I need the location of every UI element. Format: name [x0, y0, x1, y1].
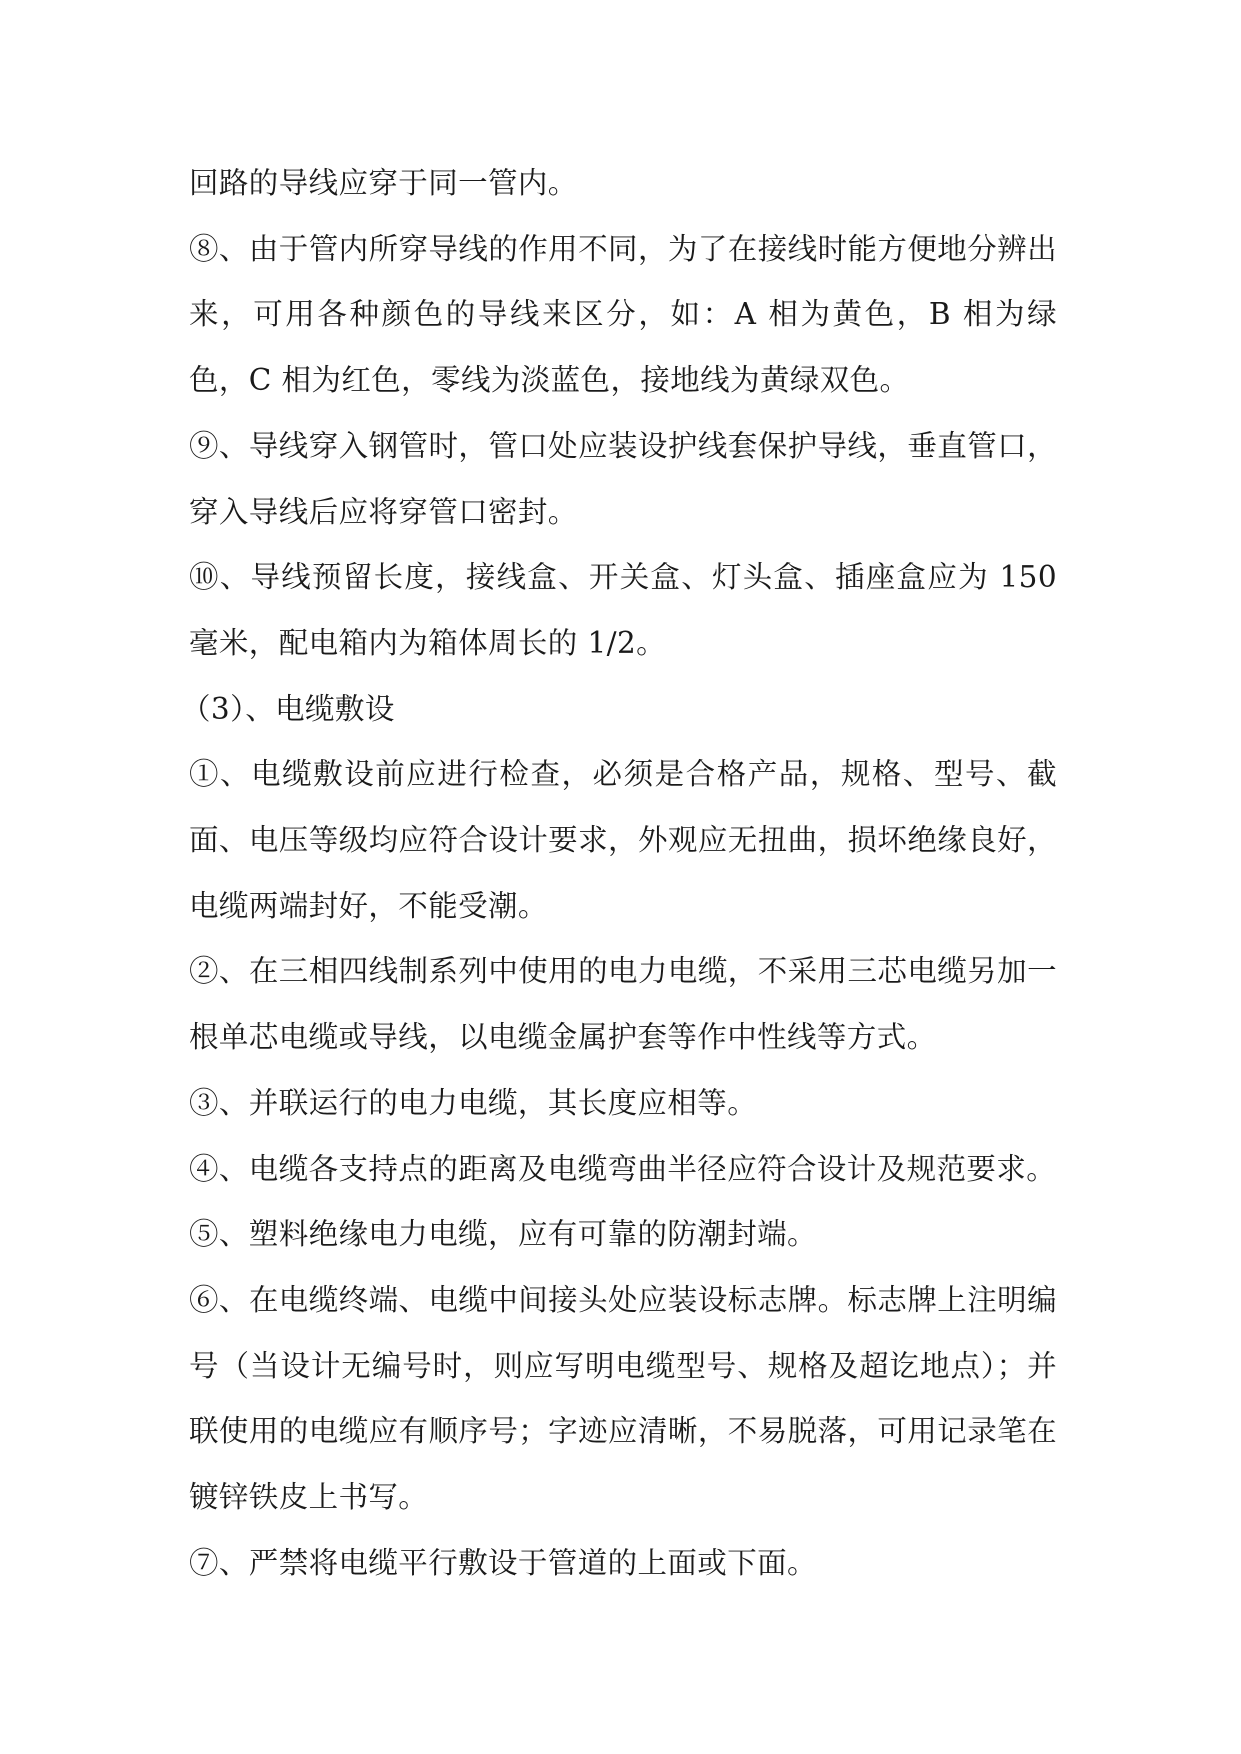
paragraph-item-10: ⑩、导线预留长度，接线盒、开关盒、灯头盒、插座盒应为 150 毫米，配电箱内为箱体周长的 1/2。 — [189, 560, 1057, 660]
paragraph-item-2: ②、在三相四线制系列中使用的电力电缆，不采用三芯电缆另加一根单芯电缆或导线，以电缆金属护套等作中性线等方式。 — [189, 954, 1057, 1055]
paragraph-item-5: ⑤、塑料绝缘电力电缆，应有可靠的防潮封端。 — [189, 1217, 817, 1252]
section-heading-cable-laying: （3）、电缆敷设 — [181, 691, 395, 726]
paragraph-item-6: ⑥、在电缆终端、电缆中间接头处应装设标志牌。标志牌上注明编号（当设计无编号时，则应写明电缆型号、规格及超讫地点）；并联使用的电缆应有顺序号；字迹应清晰，不易脱落，可用记录笔在镀锌铁皮上书写。 — [189, 1282, 1057, 1515]
paragraph-item-1: ①、电缆敷设前应进行检查，必须是合格产品，规格、型号、截面、电压等级均应符合设计要求，外观应无扭曲，损坏绝缘良好，电缆两端封好，不能受潮。 — [189, 757, 1057, 923]
paragraph-item-3: ③、并联运行的电力电缆，其长度应相等。 — [189, 1085, 758, 1120]
paragraph-item-7: ⑦、严禁将电缆平行敷设于管道的上面或下面。 — [189, 1545, 817, 1580]
paragraph-item-9: ⑨、导线穿入钢管时，管口处应装设护线套保护导线，垂直管口，穿入导线后应将穿管口密封。 — [189, 428, 1057, 529]
paragraph-item-4: ④、电缆各支持点的距离及电缆弯曲半径应符合设计及规范要求。 — [189, 1151, 1057, 1186]
paragraph-continuation: 回路的导线应穿于同一管内。 — [189, 166, 578, 200]
body-text — [181, 151, 1057, 1596]
paragraph-item-8: ⑧、由于管内所穿导线的作用不同，为了在接线时能方便地分辨出来，可用各种颜色的导线来区分，如：A 相为黄色，B 相为绿色，C 相为红色，零线为淡蓝色，接地线为黄绿双色。 — [189, 231, 1057, 398]
